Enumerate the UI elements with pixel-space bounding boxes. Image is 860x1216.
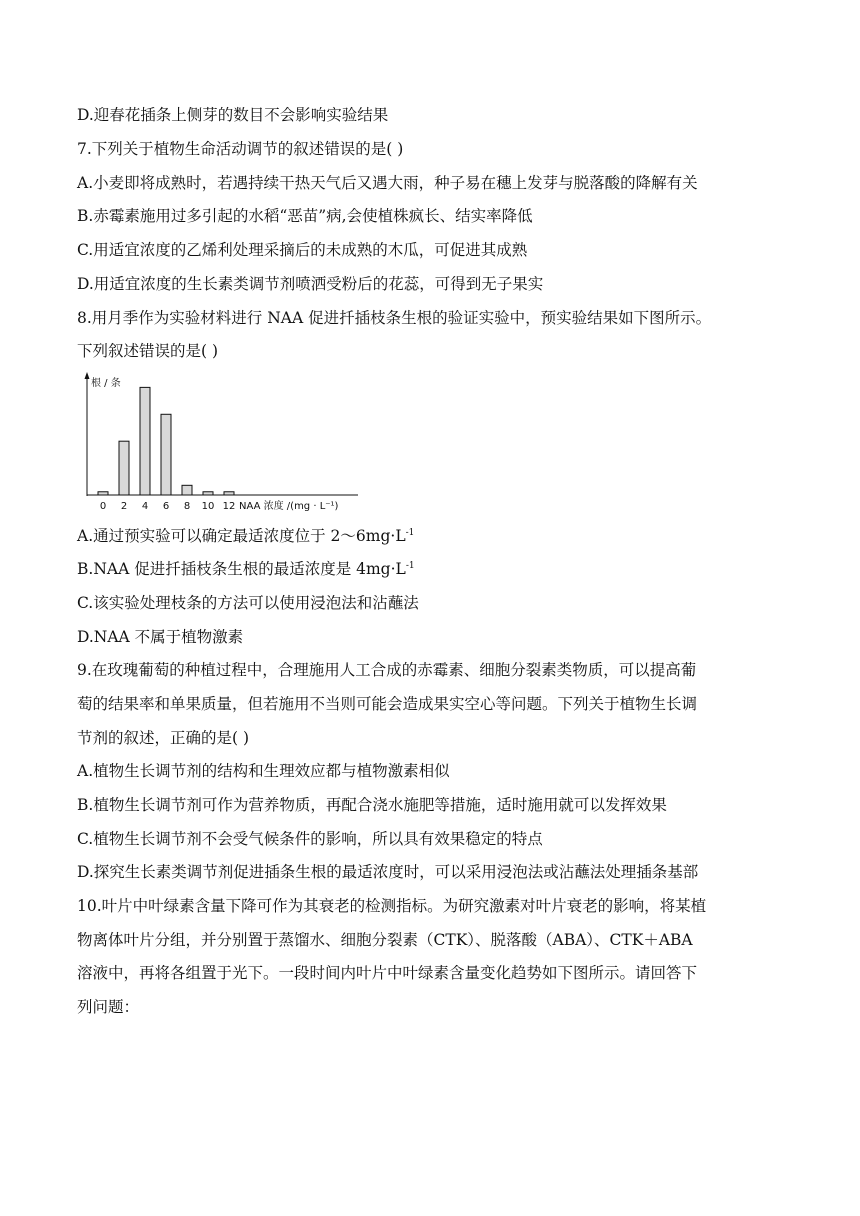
y-axis-arrow [85, 372, 90, 379]
tick-label-2: 2 [120, 501, 128, 512]
q7-stem: 7.下列关于植物生命活动调节的叙述错误的是( ) [77, 140, 404, 158]
q7-option-d: D.用适宜浓度的生长素类调节剂喷洒受粉后的花蕊，可得到无子果实 [77, 275, 544, 293]
q9-option-a: A.植物生长调节剂的结构和生理效应都与植物激素相似 [77, 762, 450, 780]
q9-option-c: C.植物生长调节剂不会受气候条件的影响，所以具有效果稳定的特点 [77, 830, 543, 848]
bar-10 [203, 492, 213, 495]
tick-label-6: 6 [162, 501, 170, 512]
q8-option-a [77, 525, 797, 547]
bars-group [98, 387, 234, 495]
q8-option-a-sup: -1 [405, 528, 415, 538]
tick-labels-group [100, 501, 236, 512]
q10-stem-line1: 10.叶片中叶绿素含量下降可作为其衰老的检测指标。为研究激素对叶片衰老的影响，将某植 [77, 897, 707, 915]
q9-option-d: D.探究生长素类调节剂促进插条生根的最适浓度时，可以采用浸泡法或沾蘸法处理插条基部 [77, 863, 699, 881]
q10-stem-line3: 溶液中，再将各组置于光下。一段时间内叶片中叶绿素含量变化趋势如下图所示。请回答下 [77, 964, 698, 982]
tick-label-0: 0 [99, 501, 107, 512]
q8-option-b-text: B.NAA 促进扦插枝条生根的最适浓度是 4mg·L [77, 560, 406, 578]
chart-svg [72, 368, 372, 516]
q8-option-d: D.NAA 不属于植物激素 [77, 628, 244, 646]
q9-stem-line2: 萄的结果率和单果质量，但若施用不当则可能会造成果实空心等问题。下列关于植物生长调 [77, 695, 698, 713]
bar-2 [119, 441, 129, 495]
tick-label-4: 4 [141, 501, 149, 512]
q8-stem-line2: 下列叙述错误的是( ) [77, 342, 219, 360]
q8-option-a-text: A.通过预实验可以确定最适浓度位于 2～6mg·L [77, 527, 406, 545]
tick-label-8: 8 [183, 501, 191, 512]
q7-option-c: C.用适宜浓度的乙烯利处理采摘后的未成熟的木瓜，可促进其成熟 [77, 241, 528, 259]
bar-4 [140, 387, 150, 495]
naa-rooting-bar-chart [72, 368, 372, 516]
q8-option-c: C.该实验处理枝条的方法可以使用浸泡法和沾蘸法 [77, 594, 419, 612]
q7-option-b: B.赤霉素施用过多引起的水稻“恶苗”病,会使植株疯长、结实率降低 [77, 207, 533, 225]
q10-stem-line2: 物离体叶片分组，并分别置于蒸馏水、细胞分裂素（CTK）、脱落酸（ABA）、CTK＋ABA [77, 931, 693, 949]
tick-label-10: 10 [201, 501, 215, 512]
x-axis-label: NAA 浓度 /(mg · L⁻¹) [239, 501, 339, 512]
q7-option-a: A.小麦即将成熟时，若遇持续干热天气后又遇大雨，种子易在穗上发芽与脱落酸的降解有关 [77, 174, 698, 192]
bar-12 [224, 492, 234, 495]
bar-8 [182, 485, 192, 495]
q8-stem-line1: 8.用月季作为实验材料进行 NAA 促进扦插枝条生根的验证实验中，预实验结果如下图所示。 [77, 309, 712, 327]
bar-0 [98, 492, 108, 495]
q8-option-b [77, 558, 797, 580]
q9-option-b: B.植物生长调节剂可作为营养物质，再配合浇水施肥等措施，适时施用就可以发挥效果 [77, 796, 667, 814]
q9-stem-line1: 9.在玫瑰葡萄的种植过程中，合理施用人工合成的赤霉素、细胞分裂素类物质，可以提高葡 [77, 661, 697, 679]
y-axis-label: 根 / 条 [91, 378, 121, 389]
q10-stem-line4: 列问题： [77, 998, 140, 1016]
q8-option-b-sup: -1 [405, 561, 415, 571]
tick-label-12: 12 [222, 501, 236, 512]
bar-6 [161, 414, 171, 495]
q9-stem-line3: 节剂的叙述，正确的是( ) [77, 729, 250, 747]
q6-option-d: D.迎春花插条上侧芽的数目不会影响实验结果 [77, 106, 389, 124]
